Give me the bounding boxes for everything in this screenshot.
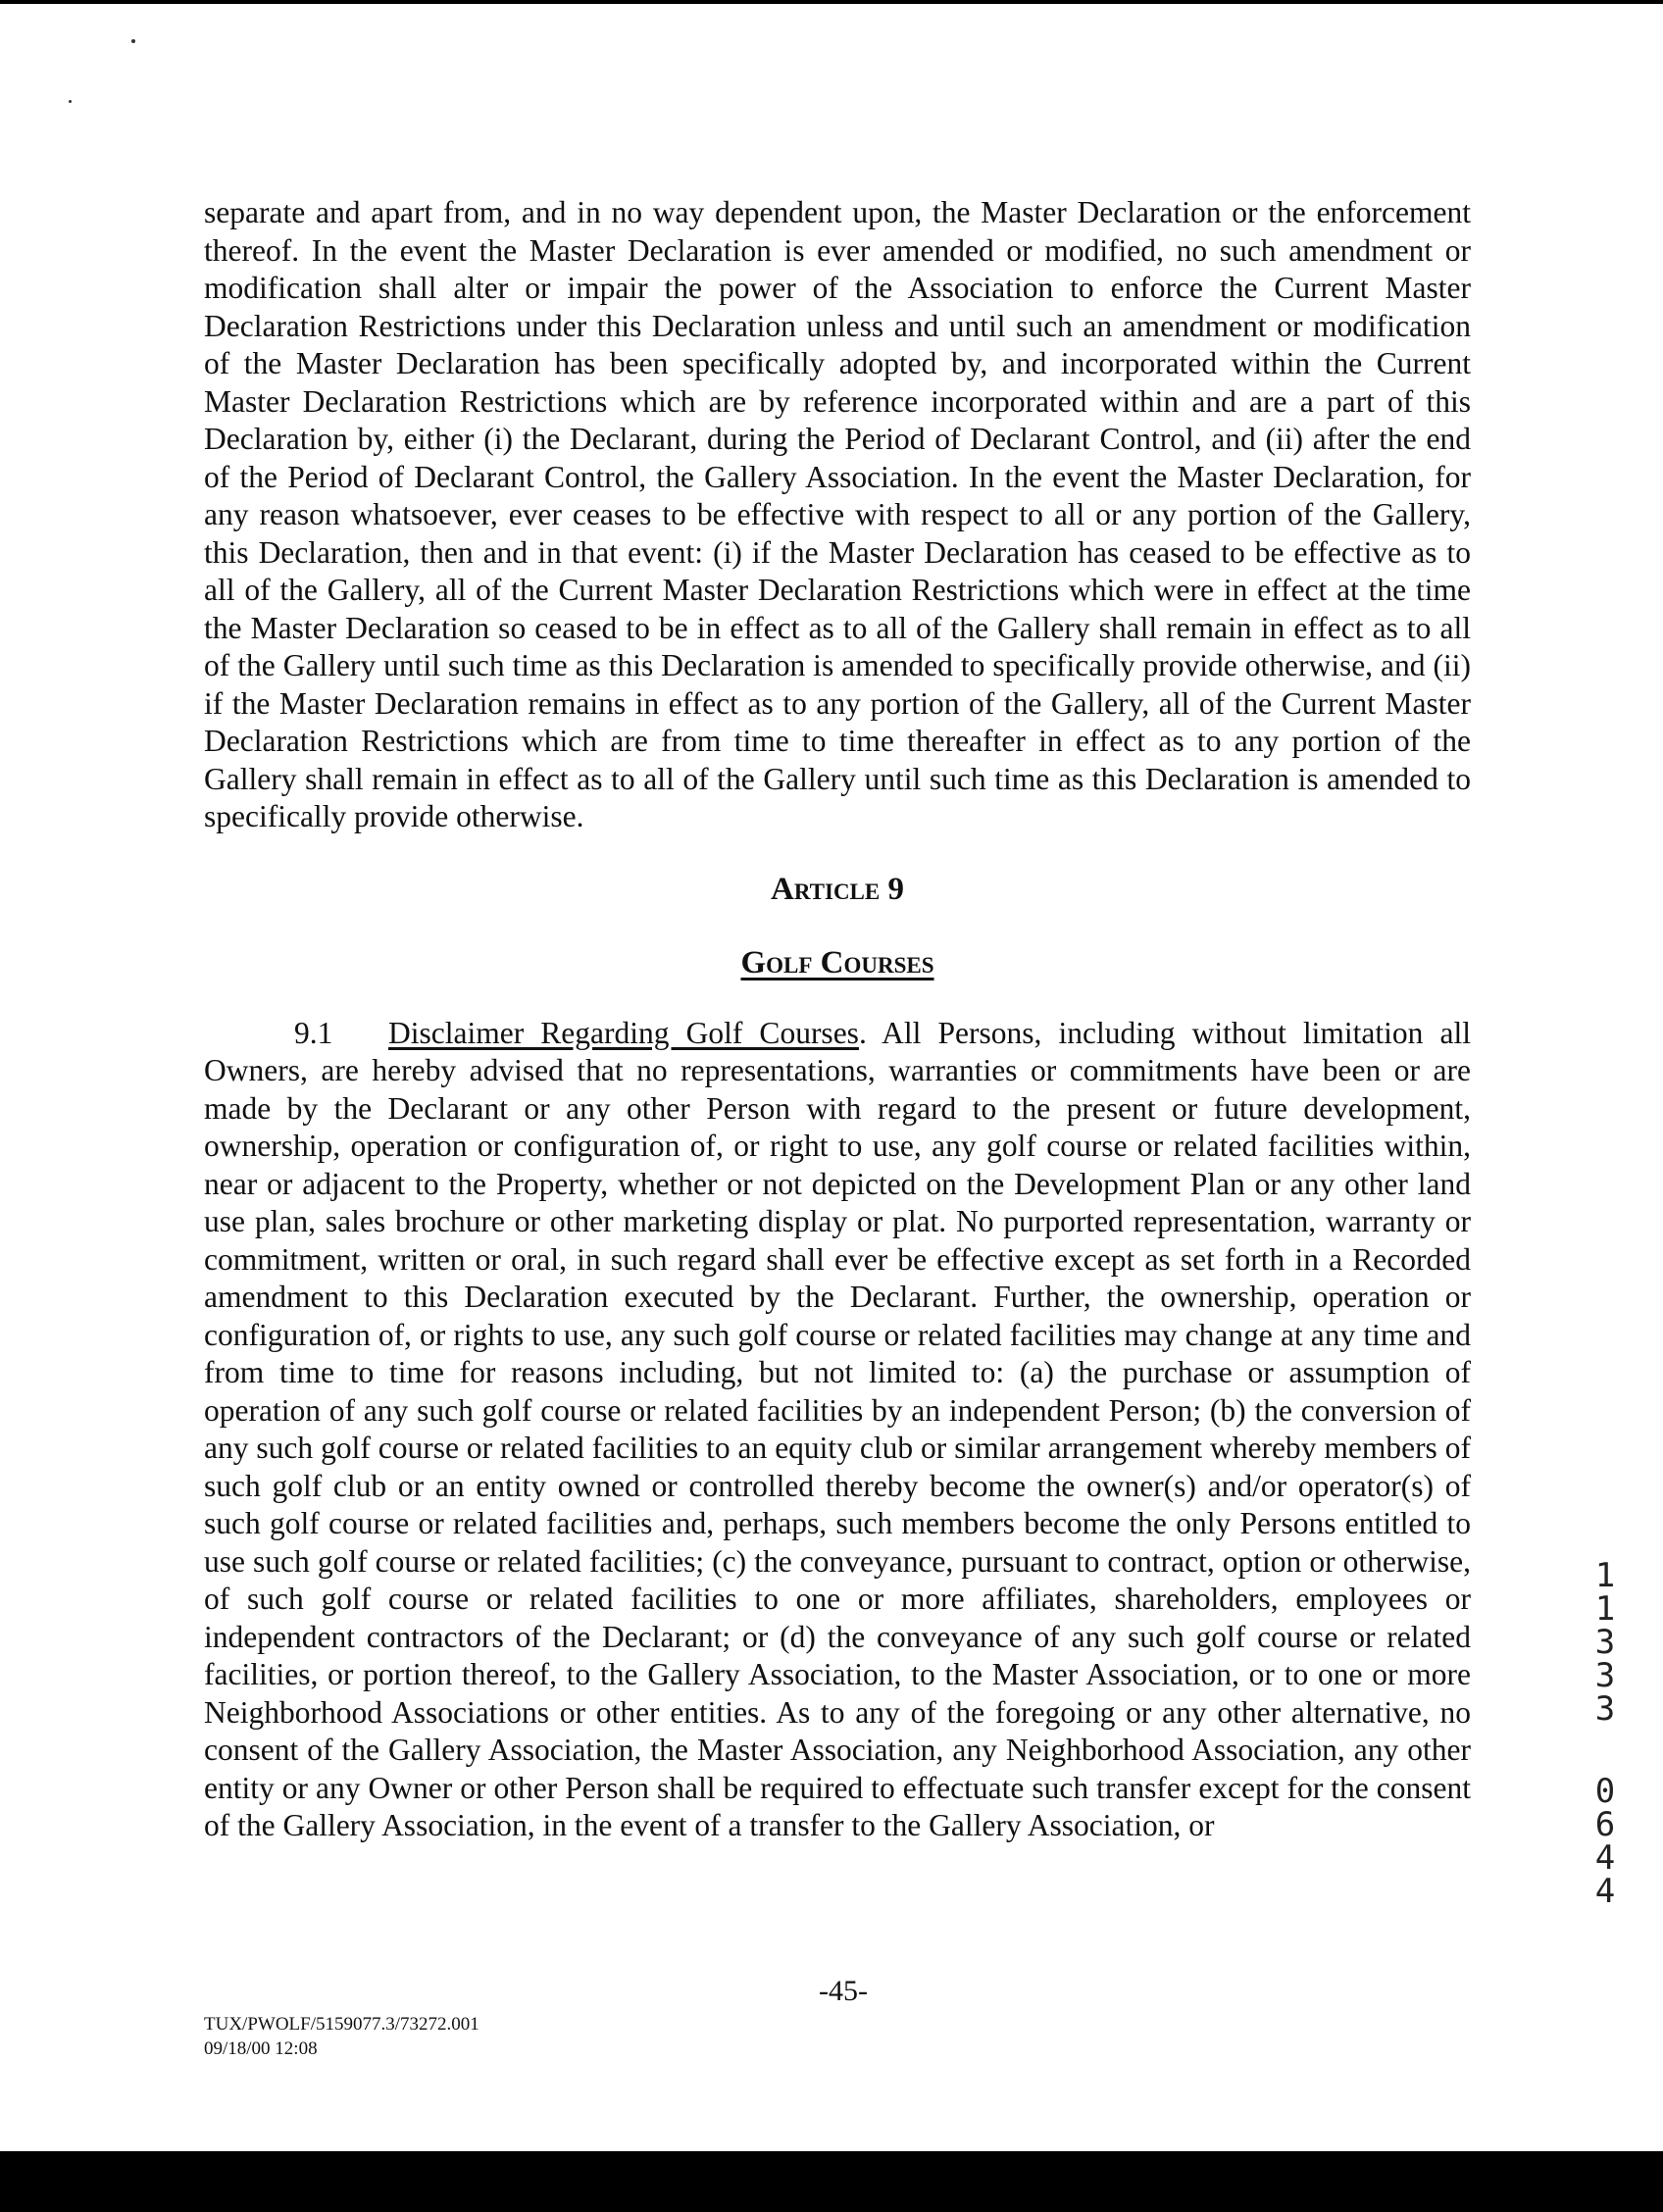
- page-number: -45-: [819, 1975, 868, 2007]
- document-page: [204, 194, 1471, 1845]
- stamp-digit: 3: [1594, 1623, 1616, 1662]
- stamp-digit: 3: [1594, 1656, 1616, 1695]
- footer: [204, 2012, 479, 2061]
- footer-timestamp: 09/18/00 12:08: [204, 2038, 318, 2059]
- scan-bottom-band: [0, 2151, 1663, 2212]
- stamp-digit: 6: [1594, 1805, 1616, 1844]
- article-number: Article 9: [771, 871, 904, 907]
- scan-top-edge: [0, 0, 1663, 4]
- stamp-digit: 3: [1594, 1689, 1616, 1729]
- scan-speck: [131, 39, 135, 43]
- body-paragraph: separate and apart from, and in no way dependent upon, the Master Declaration or the enforcement thereof. In the event the Master Declaration is ever amended or modified, no such amendment or modification shall alter or impair the power of the Association to enforce the Current Master Declaration Restrictions under this Declaration unless and until such an amendment or modification of the Master Declaration has been specifically adopted by, and incorporated within the Current Master Declaration Restrictions which are by reference incorporated within and are a part of this Declaration by, either (i) the Declarant, during the Period of Declarant Control, and (ii) after the end of the Period of Declarant Control, the Gallery Association. In the event the Master Declaration, for any reason whatsoever, ever ceases to be effective with respect to all or any portion of the Gallery, this Declaration, then and in that event: (i) if the Master Declaration has ceased to be effective as to all of the Gallery, all of the Current Master Declaration Restrictions which were in effect at the time the Master Declaration so ceased to be in effect as to all of the Gallery shall remain in effect as to all of the Gallery until such time as this Declaration is amended to specifically provide otherwise, and (ii) if the Master Declaration remains in effect as to any portion of the Gallery, all of the Current Master Declaration Restrictions which are from time to time thereafter in effect as to any portion of the Gallery shall remain in effect as to all of the Gallery until such time as this Declaration is amended to specifically provide otherwise.: [204, 195, 1471, 833]
- stamp-digit: 0: [1594, 1772, 1616, 1811]
- section-text: . All Persons, including without limitation all Owners, are hereby advised that no representations, warranties or commitments have been or are made by the Declarant or any other Person with regard to the present or future development, ownership, operation or configuration of, or right to use, any golf course or related facilities within, near or adjacent to the Property, whether or not depicted on the Development Plan or any other land use plan, sales brochure or other marketing display or plat. No purported representation, warranty or commitment, written or oral, in such regard shall ever be effective except as set forth in a Recorded amendment to this Declaration executed by the Declarant. Further, the ownership, operation or configuration of, or rights to use, any such golf course or related facilities may change at any time and from time to time for reasons including, but not limited to: (a) the purchase or assumption of operation of any such golf course or related facilities by an independent Person; (b) the conversion of any such golf course or related facilities to an equity club or similar arrangement whereby members of such golf club or an entity owned or controlled thereby become the owner(s) and/or operator(s) of such golf course or related facilities and, perhaps, such members become the only Persons entitled to use such golf course or related facilities; (c) the conveyance, pursuant to contract, option or otherwise, of such golf course or related facilities to one or more affiliates, shareholders, employees or independent contractors of the Declarant; or (d) the conveyance of any such golf course or related facilities, or portion thereof, to the Gallery Association, to the Master Association, or to one or more Neighborhood Associations or other entities. As to any of the foregoing or any other alternative, no consent of the Gallery Association, the Master Association, any Neighborhood Association, any other entity or any Owner or other Person shall be required to effectuate such transfer except for the consent of the Gallery Association, in the event of a transfer to the Gallery Association, or: [204, 1015, 1471, 1842]
- section-title: Disclaimer Regarding Golf Courses: [388, 1015, 859, 1050]
- article-title: Golf Courses: [740, 944, 934, 980]
- stamp-digit: 4: [1594, 1838, 1616, 1878]
- scan-speck: [69, 100, 72, 103]
- section-number: 9.1: [294, 1015, 333, 1050]
- stamp-digit: 1: [1594, 1556, 1616, 1595]
- section-9-1: [204, 1015, 1471, 1845]
- stamp-digit: 4: [1594, 1872, 1616, 1911]
- stamp-digit: 1: [1594, 1589, 1616, 1629]
- stamp-gap: [1590, 1726, 1620, 1775]
- footer-doc-ref: TUX/PWOLF/5159077.3/73272.001: [204, 2014, 479, 2035]
- recording-stamp: [1590, 1556, 1620, 1911]
